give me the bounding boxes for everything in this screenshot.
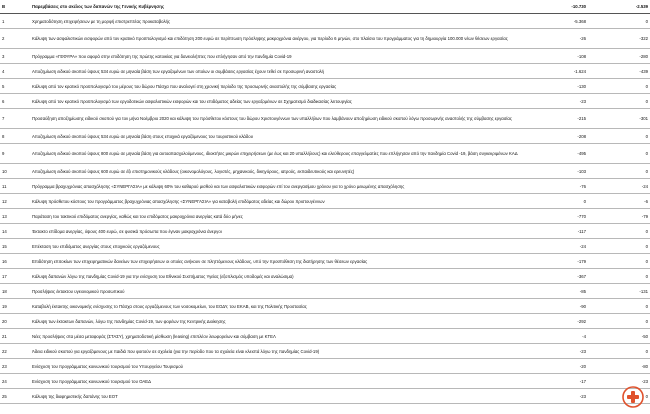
row-description: Αποζημίωση ειδικού σκοπού ύψους 800 ευρώ σε μηνιαία βάση για αυτοαπασχολούμενους, ιδιοκτήτες μικρών επιχειρήσεων (με έως και 20 υπαλλήλους) και ελεύθερους επαγγελματίες που επλήγησαν από την πανδημία Covid -19, βάση συγκεκριμένων ΚΑΔ [30, 144, 526, 164]
row-description: Ενίσχυση του προγράμματος κοινωνικού τουρισμού του Υπουργείου Τουρισμού [30, 359, 526, 374]
header-total-b: -2.539 [588, 0, 650, 14]
row-value-a: -23 [526, 344, 588, 359]
row-number: 5 [0, 79, 30, 94]
row-number: 20 [0, 314, 30, 329]
row-description: Έκτακτο επίδομα ανεργίας, ύψους 400 ευρώ, σε φυσικά πρόσωπα που έγιναν μακροχρόνια άνεργοι [30, 224, 526, 239]
row-value-a: -117 [526, 224, 588, 239]
row-value-b: -131 [588, 284, 650, 299]
table-row [0, 194, 650, 209]
row-value-a: -85 [526, 284, 588, 299]
row-value-b: 0 [588, 14, 650, 29]
table-row [0, 164, 650, 179]
table-row [0, 389, 650, 404]
table-row [0, 269, 650, 284]
row-value-b: 0 [588, 129, 650, 144]
header-total-a: -10.730 [526, 0, 588, 14]
table-row [0, 224, 650, 239]
row-description: Προσαύξηση αποζημίωσης ειδικού σκοπού για τον μήνα Νοέμβριο 2020 και κάλυψη του πρόσθετου κόστους του δώρου Χριστουγέννων των υπαλλήλων που λαμβάνουν αποζημίωση ειδικού σκοπού λόγω προσωρινής αναστολής της σύμβασης εργασίας [30, 109, 526, 129]
table-row [0, 49, 650, 64]
row-description: Άδεια ειδικού σκοπού για εργαζόμενους με παιδιά που φοιτούν σε σχολεία (για την περίοδο που τα σχολεία είναι κλειστά λόγω της πανδημίας Covid-19) [30, 344, 526, 359]
row-number: 11 [0, 179, 30, 194]
row-value-b: 0 [588, 224, 650, 239]
row-value-a: -5.368 [526, 14, 588, 29]
row-description: Κάλυψη της διαφημιστικής δαπάνης του ΕΟΤ [30, 389, 526, 404]
row-description: Προσλήψεις έκτακτου υγειονομικού προσωπικού [30, 284, 526, 299]
row-description: Κάλυψη των ασφαλιστικών εισφορών από τον κρατικό προϋπολογισμό και επιδότηση 200 ευρώ σε περίπτωση πρόσληψης μακροχρόνια ανέργου, για περίοδο 6 μηνών, στο πλαίσιο του προγράμματος για τη δημιουργία 100.000 νέων θέσεων εργασίας [30, 29, 526, 49]
row-value-b: -80 [588, 359, 650, 374]
row-value-b: 0 [588, 79, 650, 94]
row-value-a: -108 [526, 49, 588, 64]
row-value-a: -76 [526, 179, 588, 194]
table-row [0, 94, 650, 109]
row-value-a: -1.624 [526, 64, 588, 79]
row-number: 12 [0, 194, 30, 209]
row-description: Επέκταση του επιδόματος ανεργίας στους εποχικούς εργαζόμενους [30, 239, 526, 254]
row-value-b: 0 [588, 254, 650, 269]
row-number: 19 [0, 299, 30, 314]
row-value-a: -367 [526, 269, 588, 284]
row-description: Κάλυψη από τον κρατικό προϋπολογισμό του μέρους του δώρου Πάσχα που αναλογεί στη χρονική περίοδο της προσωρινής αναστολής της σύμβασης εργασίας [30, 79, 526, 94]
table-row [0, 179, 650, 194]
table-row [0, 79, 650, 94]
row-description: Κάλυψη των έκτακτων δαπανών, λόγω της πανδημίας Covid-19, των φορέων της Κεντρικής Διοίκησης [30, 314, 526, 329]
row-value-b: 0 [588, 239, 650, 254]
row-description: Παράταση του τακτικού επιδόματος ανεργίας, καθώς και του επιδόματος μακροχρόνια ανεργίας κατά δύο μήνες [30, 209, 526, 224]
table-row [0, 239, 650, 254]
row-number: 22 [0, 344, 30, 359]
table-row [0, 144, 650, 164]
row-number: 3 [0, 49, 30, 64]
row-description: Επιδότηση επιτοκίων των επιχειρηματικών δανείων των επιχειρήσεων οι οποίες ανήκουν σε πληττόμενους κλάδους, υπό την προϋπόθεση της διατήρησης των θέσεων εργασίας [30, 254, 526, 269]
table-row [0, 299, 650, 314]
row-number: 24 [0, 374, 30, 389]
row-value-a: -20 [526, 359, 588, 374]
table-row [0, 109, 650, 129]
row-value-a: -215 [526, 109, 588, 129]
row-value-b: -322 [588, 29, 650, 49]
table-row [0, 209, 650, 224]
row-description: Πρόγραμμα «ΓΕΦΥΡΑ» που αφορά στην επιδότηση της πρώτης κατοικίας για δανειολήπτες που επλήγησαν από την πανδημία Covid-19 [30, 49, 526, 64]
row-description: Κάλυψη δαπανών λόγω της πανδημίας Covid-19 για την ενίσχυση του Εθνικού Συστήματος Υγείας (εξοπλισμός υποδομές και αναλώσιμα) [30, 269, 526, 284]
row-number: 6 [0, 94, 30, 109]
row-value-a: -179 [526, 254, 588, 269]
row-value-a: -26 [526, 29, 588, 49]
row-value-b: 0 [588, 94, 650, 109]
row-value-a: -770 [526, 209, 588, 224]
row-value-a: 0 [526, 194, 588, 209]
row-number: 17 [0, 269, 30, 284]
row-value-a: -90 [526, 299, 588, 314]
row-number: 14 [0, 224, 30, 239]
row-number: 9 [0, 144, 30, 164]
table-header-row [0, 0, 650, 14]
row-value-a: -292 [526, 314, 588, 329]
row-value-b: -50 [588, 329, 650, 344]
row-value-b: 0 [588, 344, 650, 359]
table-row [0, 129, 650, 144]
row-description: Χρηματοδότηση επιχειρήσεων με τη μορφή επιστρεπτέας προκαταβολής [30, 14, 526, 29]
row-value-b: 0 [588, 314, 650, 329]
row-number: 16 [0, 254, 30, 269]
row-description: Πρόγραμμα βραχυχρόνιας απασχόλησης «ΣΥΝΕΡΓΑΣΙΑ» με κάλυψη 60% του καθαρού μισθού και των ασφαλιστικών εισφορών επί του ανεργασίμου χρόνου για το χρόνο μειωμένης απασχόλησης [30, 179, 526, 194]
row-value-b: -280 [588, 49, 650, 64]
table-row [0, 29, 650, 49]
medical-logo-icon [622, 386, 644, 408]
table-row [0, 314, 650, 329]
row-value-b: -6 [588, 194, 650, 209]
row-description: Αποζημίωση ειδικού σκοπού ύψους 534 ευρώ σε μηνιαία βάση των εργαζομένων των οποίων οι συμβάσεις εργασίας έχουν τεθεί σε προσωρινή αναστολή [30, 64, 526, 79]
row-value-b: -23 [588, 374, 650, 389]
row-value-a: -24 [526, 239, 588, 254]
table-row [0, 329, 650, 344]
row-description: Κάλυψη από τον κρατικό προϋπολογισμό των εργοδοτικών ασφαλιστικών εισφορών και του επιδόματος αδείας των εργαζομένων σε Σχηματισμό διαδικασίας λειτουργίας [30, 94, 526, 109]
row-number: 8 [0, 129, 30, 144]
row-description: Αποζημίωση ειδικού σκοπού ύψους 534 ευρώ σε μηνιαία βάση στους εποχικά εργαζόμενους του τουριστικού κλάδου [30, 129, 526, 144]
row-number: 10 [0, 164, 30, 179]
row-description: Κάλυψη πρόσθετου κόστους του προγράμματος βραχυχρόνιας απασχόλησης «ΣΥΝΕΡΓΑΣΙΑ» για καταβολή επιδόματος αδείας και δώρου Χριστουγέννων [30, 194, 526, 209]
row-number: 23 [0, 359, 30, 374]
row-value-a: -208 [526, 129, 588, 144]
row-description: Αποζημίωση ειδικού σκοπού ύψους 600 ευρώ σε έξι επιστημονικούς κλάδους (οικονομολόγους, λογιστές, μηχανικούς, δικηγόρους, ιατρούς, εκπαιδευτικούς και ερευνητές) [30, 164, 526, 179]
row-value-a: -23 [526, 94, 588, 109]
row-number: 7 [0, 109, 30, 129]
table-row [0, 344, 650, 359]
table-row [0, 64, 650, 79]
row-value-b: 0 [588, 389, 650, 404]
row-description: Νέες προσλήψεις στα μέσα μεταφοράς (ΣΤΑΣΥ), χρηματοδοτική μίσθωση (leasing) επιπλέον λεωφορείων και σύμβαση με ΚΤΕΛ [30, 329, 526, 344]
row-value-b: 0 [588, 269, 650, 284]
table-row [0, 374, 650, 389]
table-row [0, 254, 650, 269]
row-number: 13 [0, 209, 30, 224]
table-row [0, 14, 650, 29]
row-value-b: 0 [588, 299, 650, 314]
row-number: 25 [0, 389, 30, 404]
table-body [0, 14, 650, 404]
table-row [0, 359, 650, 374]
row-description: Ενίσχυση του προγράμματος κοινωνικού τουρισμού του ΟΑΕΔ [30, 374, 526, 389]
row-number: 15 [0, 239, 30, 254]
row-value-a: -17 [526, 374, 588, 389]
row-value-b: -301 [588, 109, 650, 129]
row-value-a: -4 [526, 329, 588, 344]
row-value-a: -103 [526, 164, 588, 179]
row-value-b: 0 [588, 144, 650, 164]
row-value-b: -439 [588, 64, 650, 79]
header-title: Παρεμβάσεις στο σκέλος των δαπανών της Γενικής Κυβέρνησης [30, 0, 526, 14]
header-letter: Β [0, 0, 30, 14]
table-row [0, 284, 650, 299]
row-number: 1 [0, 14, 30, 29]
row-value-a: -23 [526, 389, 588, 404]
row-value-b: -24 [588, 179, 650, 194]
row-number: 21 [0, 329, 30, 344]
row-number: 4 [0, 64, 30, 79]
row-number: 18 [0, 284, 30, 299]
row-value-a: -495 [526, 144, 588, 164]
row-value-a: -130 [526, 79, 588, 94]
row-value-b: 0 [588, 164, 650, 179]
row-value-b: -79 [588, 209, 650, 224]
row-description: Καταβολή έκτακτης οικονομικής ενίσχυσης το Πάσχα στους εργαζόμενους των νοσοκομείων, του ΕΟΔΥ, του ΕΚΑΒ, και της Πολιτικής Προστασίας [30, 299, 526, 314]
row-number: 2 [0, 29, 30, 49]
